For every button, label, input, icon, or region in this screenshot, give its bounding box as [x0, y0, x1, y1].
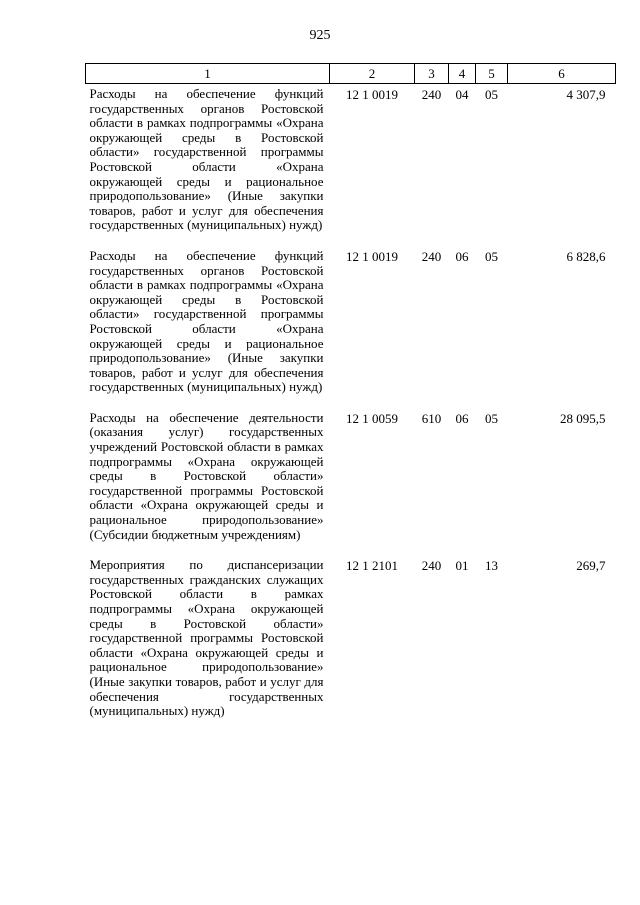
header-col-4: 4 [449, 64, 476, 84]
row-subsection: 05 [485, 87, 498, 102]
header-col-1: 1 [86, 64, 330, 84]
header-col-3: 3 [415, 64, 449, 84]
header-col-6: 6 [508, 64, 616, 84]
row-amount: 269,7 [576, 558, 606, 574]
page-number: 925 [309, 28, 331, 43]
row-section: 06 [455, 248, 469, 264]
budget-table [85, 63, 616, 732]
row-amount: 6 828,6 [566, 248, 606, 264]
row-code: 12 1 0019 [346, 248, 398, 264]
row-amount: 28 095,5 [560, 410, 606, 426]
row-code: 12 1 0019 [346, 87, 398, 102]
table-row [86, 555, 616, 732]
header-col-5: 5 [476, 64, 508, 84]
table-row [86, 408, 616, 555]
row-amount: 4 307,9 [566, 87, 606, 102]
row-expense-type: 610 [421, 410, 442, 426]
table-row [86, 246, 616, 408]
row-section: 06 [455, 410, 469, 426]
row-code: 12 1 0059 [346, 410, 398, 426]
row-description: Мероприятия по диспансеризации государственных гражданских служащих Ростовской области в рамках подпрограммы «Охрана окружающей среды в Ростовской области» государственной программы Ростовской области «Охрана окружающей среды и рациональное природопользование» (Иные закупки товаров, работ и услуг для обеспечения государственных (муниципальных) нужд) [89, 557, 324, 719]
row-expense-type: 240 [421, 558, 442, 574]
row-section: 01 [455, 558, 469, 574]
row-subsection: 05 [485, 248, 498, 264]
row-description: Расходы на обеспечение функций государственных органов Ростовской области в рамках подпрограммы «Охрана окружающей среды в Ростовской области» государственной программы Ростовской области «Охрана окружающей среды и рациональное природопользование» (Иные закупки товаров, работ и услуг для обеспечения государственных (муниципальных) нужд) [89, 86, 324, 233]
row-subsection: 13 [485, 558, 498, 574]
row-section: 04 [455, 87, 469, 102]
row-description: Расходы на обеспечение деятельности (оказания услуг) государственных учреждений Ростовской области в рамках подпрограммы «Охрана окружающей среды в Ростовской области» государственной программы Ростовской области «Охрана окружающей среды и рациональное природопользование» (Субсидии бюджетным учреждениям) [89, 409, 324, 542]
header-col-2: 2 [330, 64, 415, 84]
row-subsection: 05 [485, 410, 498, 426]
row-code: 12 1 2101 [346, 558, 398, 574]
table-row [86, 84, 616, 246]
header-row [86, 64, 616, 84]
row-expense-type: 240 [421, 248, 442, 264]
row-description: Расходы на обеспечение функций государственных органов Ростовской области в рамках подпрограммы «Охрана окружающей среды в Ростовской области» государственной программы Ростовской области «Охрана окружающей среды и рациональное природопользование» (Иные закупки товаров, работ и услуг для обеспечения государственных (муниципальных) нужд) [89, 247, 324, 395]
row-expense-type: 240 [421, 87, 442, 102]
